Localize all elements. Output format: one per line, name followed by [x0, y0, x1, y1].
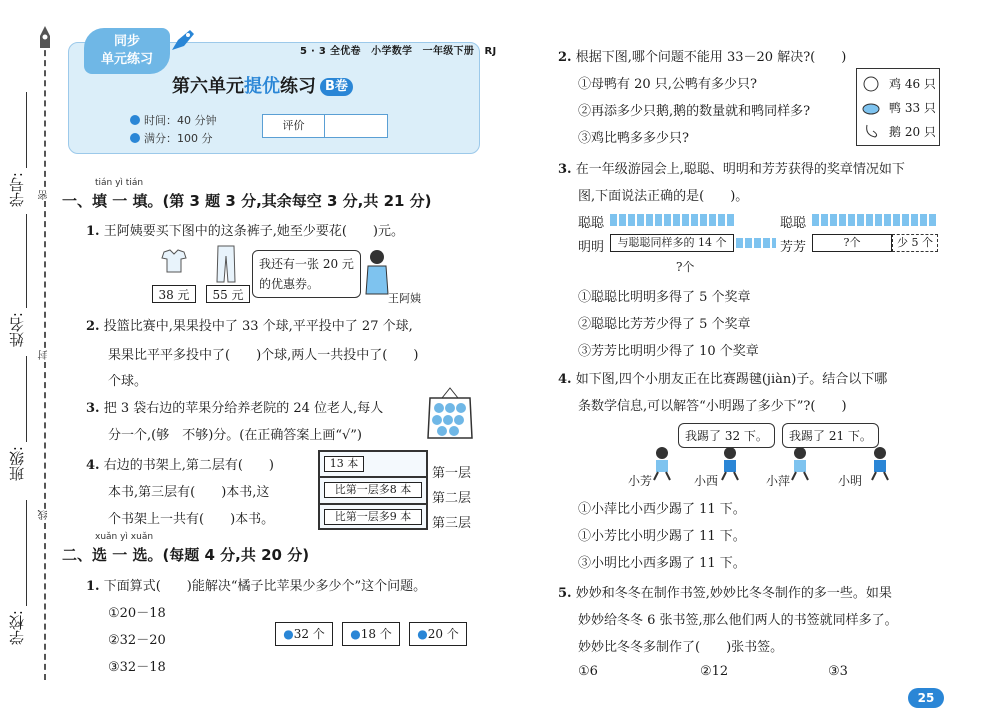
woman-icon: [360, 248, 394, 296]
price-tag: 55 元: [206, 285, 250, 303]
page-number: 25: [908, 688, 944, 708]
count-box: ?个: [812, 234, 892, 252]
child-icon: [786, 446, 814, 482]
medal-row: [610, 214, 736, 226]
child-name: 小明: [838, 474, 863, 488]
child-icon: [866, 446, 894, 482]
bookshelf: [318, 450, 428, 530]
option[interactable]: ③芳芳比明明少得了 10 个奖章: [578, 344, 759, 359]
animal-legend: [856, 68, 940, 146]
school-field[interactable]: [26, 500, 27, 606]
class-label: 班级:: [8, 446, 26, 482]
option[interactable]: ①小萍比小西少踢了 11 下。: [578, 502, 746, 517]
option[interactable]: ③小明比小西多踢了 11 下。: [578, 556, 746, 571]
difference-box: 少 5 个: [892, 234, 938, 252]
student-id-field[interactable]: [26, 92, 27, 168]
binding-margin: [0, 0, 58, 718]
time-info: 时间：40 分钟: [130, 112, 217, 128]
legend-item: 鸡 46 只: [889, 77, 936, 91]
option[interactable]: ③3: [828, 664, 848, 679]
rocket-icon: [168, 26, 198, 54]
orange-icon: ●: [417, 627, 428, 641]
seal-mark: 封: [39, 350, 50, 360]
fruit-box: ●20 个: [409, 622, 467, 646]
option[interactable]: ②聪聪比芳芳少得了 5 个奖章: [578, 317, 751, 332]
legend-item: 鸭 33 只: [889, 101, 936, 115]
shelf-label: 13 本: [324, 456, 364, 472]
check-icon: [130, 133, 140, 143]
question-5-line: 妙妙比冬冬多制作了( )张书签。: [578, 640, 784, 655]
option[interactable]: ①小芳比小明少踢了 11 下。: [578, 529, 746, 544]
option[interactable]: ②再添多少只鹅,鹅的数量就和鸭同样多?: [578, 104, 811, 119]
section-title: 二、选 一 选。(每题 4 分,共 20 分): [62, 546, 310, 564]
shelf-label: 比第一层多9 本: [324, 509, 422, 525]
child-name: 小萍: [766, 474, 791, 488]
class-field[interactable]: [26, 356, 27, 442]
option[interactable]: ①聪聪比明明多得了 5 个奖章: [578, 290, 751, 305]
price-tag: 38 元: [152, 285, 196, 303]
question-5: 5. 妙妙和冬冬在制作书签,妙妙比冬冬制作的多一些。如果: [558, 586, 892, 601]
question-4-line: 本书,第三层有( )本书,这: [108, 485, 270, 500]
cut-line: [44, 40, 46, 680]
question-4-line: 条数学信息,可以解答“小明踢了多少下”?( ): [578, 399, 847, 414]
layer-label: 第三层: [432, 516, 472, 531]
question-1: 1. 下面算式( )能解决“橘子比苹果少多少个”这个问题。: [86, 579, 427, 594]
question-2-line: 个球。: [108, 374, 148, 389]
pinyin: xuǎn yì xuǎn: [95, 532, 154, 542]
duck-icon: [861, 97, 881, 117]
trousers-icon: [215, 244, 237, 284]
section-title: 一、填 一 填。(第 3 题 3 分,其余每空 3 分,共 21 分): [62, 192, 432, 210]
option[interactable]: ②12: [700, 664, 729, 679]
medal-row-label: 聪聪: [578, 216, 605, 231]
speech-bubble: 我还有一张 20 元 的优惠券。: [252, 250, 361, 298]
name-label: 姓名:: [8, 312, 26, 348]
question-1: 1. 王阿姨要买下图中的这条裤子,她至少要花( )元。: [86, 224, 404, 239]
question-4: 4. 右边的书架上,第二层有( ): [86, 458, 274, 473]
option[interactable]: ①20－18: [108, 606, 166, 621]
medal-row-label: 芳芳: [780, 240, 807, 255]
option[interactable]: ①6: [578, 664, 598, 679]
page-title: 第六单元提优练习 B卷: [172, 72, 353, 98]
question-2: 2. 根据下图,哪个问题不能用 33－20 解决?( ): [558, 50, 847, 65]
clock-icon: [130, 115, 140, 125]
seal-mark: 线: [39, 510, 50, 520]
count-box: 与聪聪同样多的 14 个: [610, 234, 734, 252]
layer-label: 第二层: [432, 491, 472, 506]
medal-row-label: 明明: [578, 240, 605, 255]
question-3-line: 分一个,(够 不够)分。(在正确答案上画“√”): [108, 428, 362, 443]
sync-badge: 同步 单元练习: [84, 28, 170, 74]
series-info: 5 · 3 全优卷 小学数学 一年级下册 RJ: [300, 46, 497, 57]
fruit-box: ●32 个: [275, 622, 333, 646]
unknown-count: ?个: [676, 260, 695, 274]
question-3: 3. 在一年级游园会上,聪聪、明明和芳芳获得的奖章情况如下: [558, 162, 905, 177]
apple-icon: ●: [283, 627, 294, 641]
question-5-line: 妙妙给冬冬 6 张书签,那么他们两人的书签就同样多了。: [578, 613, 898, 628]
school-label: 学校:: [8, 610, 26, 646]
person-label: 王阿姨: [388, 292, 421, 305]
child-name: 小芳: [628, 474, 653, 488]
child-name: 小西: [694, 474, 719, 488]
option[interactable]: ①母鸭有 20 只,公鸭有多少只?: [578, 77, 757, 92]
student-id-label: 学号:: [8, 172, 26, 208]
shelf-label: 比第一层多8 本: [324, 482, 422, 498]
option[interactable]: ③鸡比鸭多多少只?: [578, 131, 689, 146]
question-3-line: 图,下面说法正确的是( )。: [578, 189, 749, 204]
child-icon: [716, 446, 744, 482]
medal-row: [812, 214, 938, 226]
legend-item: 鹅 20 只: [889, 125, 936, 139]
question-2-line: 果果比平平多投中了( )个球,两人一共投中了( ): [108, 348, 419, 363]
peach-icon: ●: [350, 627, 361, 641]
goose-icon: [861, 121, 881, 141]
question-2: 2. 投篮比赛中,果果投中了 33 个球,平平投中了 27 个球,: [86, 319, 413, 334]
question-4: 4. 如下图,四个小朋友正在比赛踢毽(jiàn)子。结合以下哪: [558, 372, 888, 387]
apple-bag-icon: [424, 384, 476, 442]
medal-row-label: 聪聪: [780, 216, 807, 231]
question-4-line: 个书架上一共有( )本书。: [108, 512, 275, 527]
option[interactable]: ②32－20: [108, 633, 166, 648]
score-info: 满分：100 分: [130, 130, 213, 146]
fruit-box: ●18 个: [342, 622, 400, 646]
name-field[interactable]: [26, 214, 27, 308]
question-3: 3. 把 3 袋右边的苹果分给养老院的 24 位老人,每人: [86, 401, 384, 416]
speech-bubble: 我踢了 32 下。: [678, 423, 775, 448]
layer-label: 第一层: [432, 466, 472, 481]
tshirt-icon: [160, 248, 188, 274]
speech-bubble: 我踢了 21 下。: [782, 423, 879, 448]
child-icon: [648, 446, 676, 482]
evaluation-box[interactable]: 评价: [262, 114, 388, 138]
pinyin: tián yì tián: [95, 178, 144, 188]
seal-mark: 密: [39, 190, 50, 200]
medal-row: [736, 238, 776, 248]
chicken-icon: [861, 73, 881, 93]
option[interactable]: ③32－18: [108, 660, 166, 675]
